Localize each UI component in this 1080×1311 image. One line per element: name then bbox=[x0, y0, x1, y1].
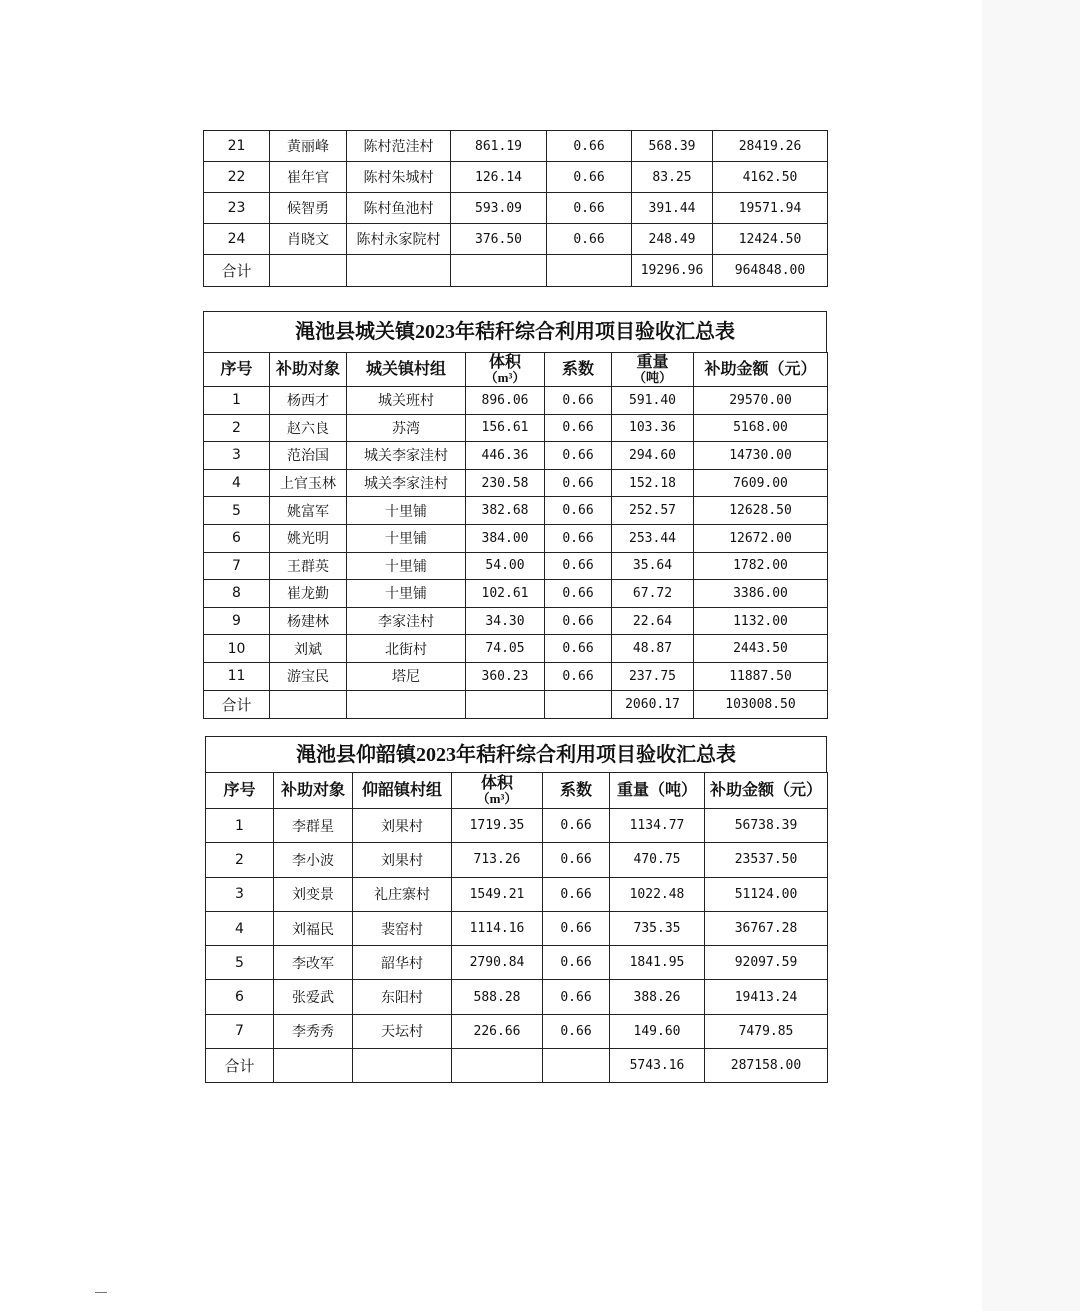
total-weight: 5743.16 bbox=[610, 1049, 705, 1083]
cell-coef: 0.66 bbox=[545, 442, 612, 470]
cell-name: 姚光明 bbox=[270, 524, 347, 552]
cell-name: 姚富军 bbox=[270, 497, 347, 525]
header-volume-unit: （m³） bbox=[484, 369, 526, 385]
cell-name: 范治国 bbox=[270, 442, 347, 470]
cell-volume: 156.61 bbox=[466, 414, 545, 442]
cell-name: 黄丽峰 bbox=[270, 131, 347, 162]
cell-weight: 248.49 bbox=[632, 224, 713, 255]
cell-coef: 0.66 bbox=[545, 469, 612, 497]
cell-name: 刘变景 bbox=[274, 877, 353, 911]
cell-village: 韶华村 bbox=[353, 946, 452, 980]
cell-name: 李改军 bbox=[274, 946, 353, 980]
cell-village: 礼庄寨村 bbox=[353, 877, 452, 911]
header-amount: 补助金额（元） bbox=[694, 353, 828, 387]
cell-amount: 1782.00 bbox=[694, 552, 828, 580]
cell-village: 陈村范洼村 bbox=[347, 131, 451, 162]
cell-weight: 591.40 bbox=[612, 387, 694, 415]
cell-volume: 230.58 bbox=[466, 469, 545, 497]
cell-weight: 237.75 bbox=[612, 662, 694, 690]
cell-coef: 0.66 bbox=[545, 552, 612, 580]
cell-amount: 12628.50 bbox=[694, 497, 828, 525]
cell-coef: 0.66 bbox=[545, 607, 612, 635]
total-label: 合计 bbox=[204, 690, 270, 718]
cell-name: 李小波 bbox=[274, 843, 353, 877]
cell-name: 崔龙勤 bbox=[270, 580, 347, 608]
cell-coef: 0.66 bbox=[545, 662, 612, 690]
cell-village: 陈村鱼池村 bbox=[347, 193, 451, 224]
chengguan-header-row bbox=[204, 353, 828, 387]
cell-weight: 103.36 bbox=[612, 414, 694, 442]
cell-village: 十里铺 bbox=[347, 552, 466, 580]
cell-coef: 0.66 bbox=[543, 980, 610, 1014]
header-no: 序号 bbox=[206, 773, 274, 809]
cell-volume: 126.14 bbox=[451, 162, 547, 193]
chengguan-grid bbox=[203, 352, 828, 719]
cell-weight: 48.87 bbox=[612, 635, 694, 663]
cell-no: 7 bbox=[204, 552, 270, 580]
table-row bbox=[204, 162, 828, 193]
cell-amount: 2443.50 bbox=[694, 635, 828, 663]
header-name: 补助对象 bbox=[274, 773, 353, 809]
cell-weight: 1022.48 bbox=[610, 877, 705, 911]
cell-coef: 0.66 bbox=[547, 224, 632, 255]
cell-no: 5 bbox=[206, 946, 274, 980]
table-row bbox=[204, 414, 828, 442]
cell-no: 3 bbox=[206, 877, 274, 911]
cell-name: 游宝民 bbox=[270, 662, 347, 690]
cell-amount: 92097.59 bbox=[705, 946, 828, 980]
cell-coef: 0.66 bbox=[545, 635, 612, 663]
total-amount: 287158.00 bbox=[705, 1049, 828, 1083]
total-weight: 2060.17 bbox=[612, 690, 694, 718]
cell-name: 刘福民 bbox=[274, 911, 353, 945]
cell-amount: 29570.00 bbox=[694, 387, 828, 415]
scan-edge-mark bbox=[95, 1292, 107, 1293]
chengguan-table bbox=[203, 311, 827, 719]
cell-no: 1 bbox=[206, 809, 274, 843]
cell-weight: 470.75 bbox=[610, 843, 705, 877]
table-row bbox=[204, 524, 828, 552]
cell-village: 城关李家洼村 bbox=[347, 442, 466, 470]
table-row bbox=[204, 662, 828, 690]
cell-village: 塔尼 bbox=[347, 662, 466, 690]
cell-village: 陈村永家院村 bbox=[347, 224, 451, 255]
cell-coef: 0.66 bbox=[543, 1014, 610, 1048]
cell-no: 6 bbox=[206, 980, 274, 1014]
header-weight-label: 重量 bbox=[636, 353, 669, 371]
cell-amount: 23537.50 bbox=[705, 843, 828, 877]
cell-coef: 0.66 bbox=[545, 580, 612, 608]
cell-coef: 0.66 bbox=[543, 911, 610, 945]
header-volume-unit: （m³） bbox=[476, 790, 518, 806]
cell-no: 3 bbox=[204, 442, 270, 470]
cell-volume: 1719.35 bbox=[452, 809, 543, 843]
cell-amount: 19413.24 bbox=[705, 980, 828, 1014]
empty-cell bbox=[452, 1049, 543, 1083]
cell-amount: 28419.26 bbox=[713, 131, 828, 162]
header-name: 补助对象 bbox=[270, 353, 347, 387]
table-row bbox=[204, 497, 828, 525]
cell-no: 5 bbox=[204, 497, 270, 525]
cell-name: 王群英 bbox=[270, 552, 347, 580]
cell-no: 2 bbox=[206, 843, 274, 877]
cell-amount: 12672.00 bbox=[694, 524, 828, 552]
chengguan-title: 渑池县城关镇2023年秸秆综合利用项目验收汇总表 bbox=[203, 311, 827, 352]
table-row bbox=[206, 877, 828, 911]
cell-name: 上官玉林 bbox=[270, 469, 347, 497]
cell-weight: 149.60 bbox=[610, 1014, 705, 1048]
header-coef: 系数 bbox=[543, 773, 610, 809]
cell-amount: 7479.85 bbox=[705, 1014, 828, 1048]
cell-amount: 11887.50 bbox=[694, 662, 828, 690]
cell-village: 十里铺 bbox=[347, 497, 466, 525]
cell-no: 1 bbox=[204, 387, 270, 415]
header-volume bbox=[466, 353, 545, 387]
cell-amount: 36767.28 bbox=[705, 911, 828, 945]
table-row bbox=[204, 442, 828, 470]
cell-volume: 360.23 bbox=[466, 662, 545, 690]
cell-volume: 2790.84 bbox=[452, 946, 543, 980]
cell-weight: 1134.77 bbox=[610, 809, 705, 843]
cell-volume: 896.06 bbox=[466, 387, 545, 415]
table-row bbox=[206, 809, 828, 843]
cell-volume: 382.68 bbox=[466, 497, 545, 525]
cell-weight: 735.35 bbox=[610, 911, 705, 945]
cell-coef: 0.66 bbox=[547, 131, 632, 162]
cell-amount: 5168.00 bbox=[694, 414, 828, 442]
cell-volume: 588.28 bbox=[452, 980, 543, 1014]
cell-no: 4 bbox=[204, 469, 270, 497]
cell-coef: 0.66 bbox=[543, 809, 610, 843]
cell-volume: 1549.21 bbox=[452, 877, 543, 911]
cell-volume: 376.50 bbox=[451, 224, 547, 255]
table-row bbox=[206, 911, 828, 945]
yangshao-table bbox=[205, 736, 827, 1083]
cell-coef: 0.66 bbox=[545, 524, 612, 552]
cell-weight: 294.60 bbox=[612, 442, 694, 470]
cell-amount: 14730.00 bbox=[694, 442, 828, 470]
cell-amount: 51124.00 bbox=[705, 877, 828, 911]
cell-village: 北街村 bbox=[347, 635, 466, 663]
cell-weight: 35.64 bbox=[612, 552, 694, 580]
cell-amount: 56738.39 bbox=[705, 809, 828, 843]
table-row bbox=[204, 224, 828, 255]
cell-name: 赵六良 bbox=[270, 414, 347, 442]
cell-no: 21 bbox=[204, 131, 270, 162]
cell-coef: 0.66 bbox=[543, 843, 610, 877]
header-village: 仰韶镇村组 bbox=[353, 773, 452, 809]
cell-volume: 593.09 bbox=[451, 193, 547, 224]
cell-weight: 253.44 bbox=[612, 524, 694, 552]
empty-cell bbox=[347, 255, 451, 287]
header-weight-unit: （吨） bbox=[632, 369, 672, 385]
cell-coef: 0.66 bbox=[545, 497, 612, 525]
cell-weight: 252.57 bbox=[612, 497, 694, 525]
table-row bbox=[204, 580, 828, 608]
cell-coef: 0.66 bbox=[543, 877, 610, 911]
cell-no: 8 bbox=[204, 580, 270, 608]
empty-cell bbox=[451, 255, 547, 287]
total-amount: 964848.00 bbox=[713, 255, 828, 287]
cell-village: 裴窑村 bbox=[353, 911, 452, 945]
header-village: 城关镇村组 bbox=[347, 353, 466, 387]
table-row bbox=[204, 193, 828, 224]
table-row bbox=[204, 469, 828, 497]
cell-name: 张爱武 bbox=[274, 980, 353, 1014]
cell-weight: 568.39 bbox=[632, 131, 713, 162]
total-label: 合计 bbox=[204, 255, 270, 287]
cell-name: 杨西才 bbox=[270, 387, 347, 415]
table-row bbox=[204, 131, 828, 162]
cell-volume: 713.26 bbox=[452, 843, 543, 877]
header-amount: 补助金额（元） bbox=[705, 773, 828, 809]
cell-no: 4 bbox=[206, 911, 274, 945]
cell-volume: 74.05 bbox=[466, 635, 545, 663]
cell-coef: 0.66 bbox=[547, 193, 632, 224]
empty-cell bbox=[270, 690, 347, 718]
cell-name: 杨建林 bbox=[270, 607, 347, 635]
cell-coef: 0.66 bbox=[545, 414, 612, 442]
cell-weight: 83.25 bbox=[632, 162, 713, 193]
empty-cell bbox=[274, 1049, 353, 1083]
scan-right-margin bbox=[982, 0, 1080, 1311]
cell-weight: 67.72 bbox=[612, 580, 694, 608]
empty-cell bbox=[270, 255, 347, 287]
cell-volume: 861.19 bbox=[451, 131, 547, 162]
total-row bbox=[206, 1049, 828, 1083]
cell-volume: 226.66 bbox=[452, 1014, 543, 1048]
cell-no: 2 bbox=[204, 414, 270, 442]
cell-village: 天坛村 bbox=[353, 1014, 452, 1048]
cell-village: 刘果村 bbox=[353, 809, 452, 843]
cell-coef: 0.66 bbox=[543, 946, 610, 980]
cell-volume: 446.36 bbox=[466, 442, 545, 470]
table-row bbox=[206, 980, 828, 1014]
table-row bbox=[206, 946, 828, 980]
cell-no: 7 bbox=[206, 1014, 274, 1048]
cell-weight: 22.64 bbox=[612, 607, 694, 635]
cell-coef: 0.66 bbox=[545, 387, 612, 415]
table-row bbox=[204, 607, 828, 635]
cell-no: 23 bbox=[204, 193, 270, 224]
cell-amount: 1132.00 bbox=[694, 607, 828, 635]
cell-volume: 34.30 bbox=[466, 607, 545, 635]
continuation-table bbox=[203, 130, 827, 287]
cell-weight: 388.26 bbox=[610, 980, 705, 1014]
table-row bbox=[204, 387, 828, 415]
cell-village: 城关班村 bbox=[347, 387, 466, 415]
cell-village: 城关李家洼村 bbox=[347, 469, 466, 497]
total-amount: 103008.50 bbox=[694, 690, 828, 718]
cell-no: 6 bbox=[204, 524, 270, 552]
header-coef: 系数 bbox=[545, 353, 612, 387]
total-label: 合计 bbox=[206, 1049, 274, 1083]
yangshao-grid bbox=[205, 772, 828, 1083]
yangshao-header-row bbox=[206, 773, 828, 809]
cell-weight: 391.44 bbox=[632, 193, 713, 224]
cell-no: 24 bbox=[204, 224, 270, 255]
table-row bbox=[206, 1014, 828, 1048]
cell-coef: 0.66 bbox=[547, 162, 632, 193]
empty-cell bbox=[466, 690, 545, 718]
cell-village: 十里铺 bbox=[347, 580, 466, 608]
cell-amount: 12424.50 bbox=[713, 224, 828, 255]
cell-name: 李秀秀 bbox=[274, 1014, 353, 1048]
header-weight bbox=[612, 353, 694, 387]
cell-village: 陈村朱城村 bbox=[347, 162, 451, 193]
cell-village: 十里铺 bbox=[347, 524, 466, 552]
table-row bbox=[204, 635, 828, 663]
cell-name: 肖晓文 bbox=[270, 224, 347, 255]
cell-volume: 102.61 bbox=[466, 580, 545, 608]
cell-no: 10 bbox=[204, 635, 270, 663]
cell-no: 22 bbox=[204, 162, 270, 193]
total-row bbox=[204, 255, 828, 287]
cell-village: 刘果村 bbox=[353, 843, 452, 877]
cell-weight: 1841.95 bbox=[610, 946, 705, 980]
cell-amount: 7609.00 bbox=[694, 469, 828, 497]
cell-village: 苏湾 bbox=[347, 414, 466, 442]
cell-name: 刘斌 bbox=[270, 635, 347, 663]
total-weight: 19296.96 bbox=[632, 255, 713, 287]
empty-cell bbox=[547, 255, 632, 287]
header-weight: 重量（吨） bbox=[610, 773, 705, 809]
cell-no: 11 bbox=[204, 662, 270, 690]
cell-amount: 4162.50 bbox=[713, 162, 828, 193]
continuation-grid bbox=[203, 130, 828, 287]
cell-volume: 1114.16 bbox=[452, 911, 543, 945]
header-volume-label: 体积 bbox=[480, 774, 513, 792]
cell-amount: 19571.94 bbox=[713, 193, 828, 224]
empty-cell bbox=[543, 1049, 610, 1083]
cell-volume: 54.00 bbox=[466, 552, 545, 580]
cell-name: 候智勇 bbox=[270, 193, 347, 224]
header-volume bbox=[452, 773, 543, 809]
table-row bbox=[206, 843, 828, 877]
empty-cell bbox=[353, 1049, 452, 1083]
header-no: 序号 bbox=[204, 353, 270, 387]
cell-no: 9 bbox=[204, 607, 270, 635]
cell-name: 李群星 bbox=[274, 809, 353, 843]
table-row bbox=[204, 552, 828, 580]
yangshao-title: 渑池县仰韶镇2023年秸秆综合利用项目验收汇总表 bbox=[205, 736, 827, 772]
cell-weight: 152.18 bbox=[612, 469, 694, 497]
header-volume-label: 体积 bbox=[488, 353, 521, 371]
cell-village: 东阳村 bbox=[353, 980, 452, 1014]
empty-cell bbox=[347, 690, 466, 718]
cell-amount: 3386.00 bbox=[694, 580, 828, 608]
total-row bbox=[204, 690, 828, 718]
empty-cell bbox=[545, 690, 612, 718]
cell-volume: 384.00 bbox=[466, 524, 545, 552]
cell-village: 李家洼村 bbox=[347, 607, 466, 635]
cell-name: 崔年官 bbox=[270, 162, 347, 193]
